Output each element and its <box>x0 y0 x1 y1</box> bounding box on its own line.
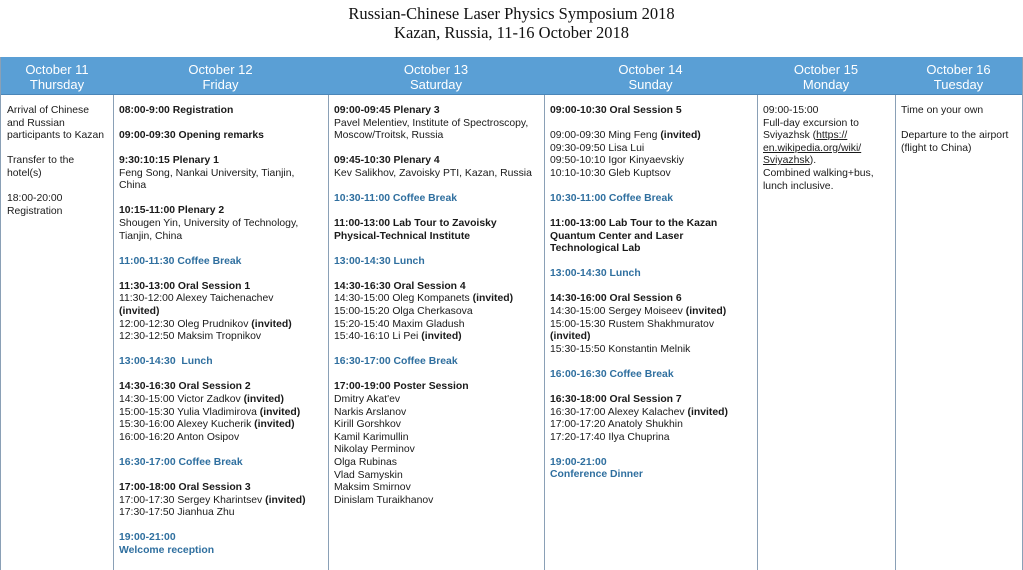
plenary-2-title: 10:15-11:00 Plenary 2 <box>119 205 225 217</box>
talk-item: 09:00-09:30 Ming Feng <box>550 130 658 142</box>
plenary-3-speaker: Pavel Melentiev, Institute of Spectroscopy, Moscow/Troitsk, Russia <box>334 117 529 142</box>
coffee-break: 10:30-11:00 Coffee Break <box>334 192 458 204</box>
coffee-break: 16:30-17:00 Coffee Break <box>119 456 243 468</box>
day-weekday: Monday <box>802 76 850 92</box>
title-line-2: Kazan, Russia, 11-16 October 2018 <box>394 23 629 42</box>
talk-item: 14:30-15:00 Victor Zadkov <box>119 394 241 405</box>
invited-badge: (invited) <box>421 331 462 343</box>
poster-presenter: Vlad Samyskin <box>334 469 403 481</box>
day-column-oct15: October 15 Monday 09:00-15:00 Full-day excursion to Sviyazhsk (https:// en.wikipedia.org/wiki/ Sviyazhsk). Combined walking+bus, lunch inclusive. <box>757 57 896 570</box>
invited-badge: (invited) <box>472 293 514 305</box>
day-weekday: Sunday <box>628 76 673 92</box>
talk-item: 12:30-12:50 Maksim Tropnikov <box>119 331 262 343</box>
plenary-2-speaker: Shougen Yin, University of Technology, Tianjin, China <box>119 218 299 242</box>
dinner-label: Conference Dinner <box>550 469 643 481</box>
day-weekday: Thursday <box>29 76 85 92</box>
invited-badge: (invited) <box>251 318 292 330</box>
oral-session-5-title: 09:00-10:30 Oral Session 5 <box>550 105 682 116</box>
plenary-4-speaker: Kev Salikhov, Zavoisky PTI, Kazan, Russia <box>334 167 532 179</box>
day-header <box>113 57 328 95</box>
talk-item: 16:30-17:00 Alexey Kalachev <box>550 406 685 418</box>
day-column-oct11 <box>0 57 114 570</box>
lab-tour: 11:00-13:00 Lab Tour to Zavoisky Physical-Technical Institute <box>334 218 497 242</box>
poster-presenter: Kirill Gorshkov <box>334 419 401 431</box>
day-weekday: Tuesday <box>933 76 984 92</box>
poster-presenter: Narkis Arslanov <box>334 406 407 418</box>
talk-item: 10:10-10:30 Gleb Kuptsov <box>550 167 671 179</box>
day-weekday: Saturday <box>409 76 463 92</box>
oral-session-6-title: 14:30-16:00 Oral Session 6 <box>550 293 682 305</box>
invited-badge: (invited) <box>550 331 591 343</box>
day-header <box>328 57 544 95</box>
title-line-1: Russian-Chinese Laser Physics Symposium 2018 <box>348 4 675 23</box>
talk-item: 15:40-16:10 Li Pei <box>334 331 419 343</box>
poster-presenter: Maksim Smirnov <box>334 482 411 494</box>
talk-item: 11:30-12:00 Alexey Taichenachev <box>119 293 274 305</box>
oral-session-7-title: 16:30-18:00 Oral Session 7 <box>550 394 682 405</box>
talk-item: 14:30-15:00 Sergey Moiseev <box>550 306 683 318</box>
coffee-break: 16:00-16:30 Coffee Break <box>550 368 674 380</box>
oral-session-4-title: 14:30-16:30 Oral Session 4 <box>334 280 466 292</box>
coffee-break: 11:00-11:30 Coffee Break <box>119 255 242 267</box>
day-date: October 13 <box>403 62 469 77</box>
talk-item: 09:50-10:10 Igor Kinyaevskiy <box>550 155 685 167</box>
talk-item: 17:00-17:20 Anatoly Shukhin <box>550 419 683 431</box>
day-header <box>544 57 757 95</box>
invited-badge: (invited) <box>265 494 306 506</box>
poster-presenter: Kamil Karimullin <box>334 431 409 443</box>
day-date: October 15 <box>793 62 859 77</box>
poster-session-title: 17:00-19:00 Poster Session <box>334 381 469 393</box>
talk-item: 15:00-15:30 Yulia Vladimirova <box>119 406 257 418</box>
schedule-table <box>0 57 1023 570</box>
talk-item: 16:00-16:20 Anton Osipov <box>119 431 240 443</box>
day-header <box>757 57 895 95</box>
oral-session-1-title: 11:30-13:00 Oral Session 1 <box>119 280 251 292</box>
coffee-break: 10:30-11:00 Coffee Break <box>550 192 674 204</box>
day-header <box>1 57 113 95</box>
reception-time: 19:00-21:00 <box>119 532 176 544</box>
talk-item: 15:30-15:50 Konstantin Melnik <box>550 343 691 355</box>
day-date: October 11 <box>25 62 89 77</box>
poster-presenter: Dinislam Turaikhanov <box>334 494 434 506</box>
oral-session-3-title: 17:00-18:00 Oral Session 3 <box>119 481 251 493</box>
talk-item: 17:30-17:50 Jianhua Zhu <box>119 507 235 519</box>
oral-session-2-title: 14:30-16:30 Oral Session 2 <box>119 381 251 393</box>
dinner-time: 19:00-21:00 <box>550 456 607 468</box>
day-column-oct13 <box>328 57 545 570</box>
arrival-text: Arrival of Chinese and Russian participants to Kazan <box>7 105 105 142</box>
day-date: October 16 <box>926 62 991 77</box>
excursion-text: Full-day excursion to Sviyazhsk ( <box>763 117 859 142</box>
invited-badge: (invited) <box>685 306 727 318</box>
plenary-4-title: 09:45-10:30 Plenary 4 <box>334 155 440 167</box>
day-header <box>895 57 1022 95</box>
invited-badge: (invited) <box>660 130 701 142</box>
talk-item: 15:20-15:40 Maxim Gladush <box>334 318 465 330</box>
poster-presenter: Nikolay Perminov <box>334 444 415 456</box>
lab-tour: 11:00-13:00 Lab Tour to the Kazan Quantum Center and Laser Technological Lab <box>550 218 718 255</box>
departure-text: Departure to the airport <box>901 130 1009 142</box>
invited-badge: (invited) <box>243 394 284 405</box>
talk-item: 09:30-09:50 Lisa Lui <box>550 142 645 154</box>
day-weekday: Friday <box>202 76 239 92</box>
lunch-break: 13:00-14:30 Lunch <box>119 356 213 368</box>
registration-time: 18:00-20:00 <box>7 192 63 204</box>
talk-item: 14:30-15:00 Oleg Kompanets <box>334 293 470 305</box>
talk-item: 17:20-17:40 Ilya Chuprina <box>550 431 670 443</box>
day-column-oct16 <box>895 57 1023 570</box>
flight-note: (flight to China) <box>901 142 972 154</box>
invited-badge: (invited) <box>119 306 160 318</box>
talk-item: 17:00-17:30 Sergey Kharintsev <box>119 494 263 506</box>
excursion-details: Combined walking+bus, lunch inclusive. <box>763 167 874 192</box>
reception-label: Welcome reception <box>119 544 215 556</box>
sviyazhsk-link[interactable]: https:// en.wikipedia.org/wiki/ Sviyazhsk <box>763 130 862 167</box>
lunch-break: 13:00-14:30 Lunch <box>550 268 641 280</box>
invited-badge: (invited) <box>254 419 295 431</box>
lunch-break: 13:00-14:30 Lunch <box>334 255 425 267</box>
free-time: Time on your own <box>901 105 984 116</box>
talk-item: 12:00-12:30 Oleg Prudnikov <box>119 318 249 330</box>
day-column-oct12 <box>113 57 329 570</box>
invited-badge: (invited) <box>687 406 728 418</box>
day-date: October 12 <box>188 62 253 77</box>
day-column-oct14 <box>544 57 758 570</box>
registration-label: Registration <box>7 205 63 217</box>
talk-item: 15:00-15:30 Rustem Shakhmuratov <box>550 318 715 330</box>
plenary-3-title: 09:00-09:45 Plenary 3 <box>334 105 440 116</box>
registration-item: 08:00-9:00 Registration <box>119 105 234 116</box>
day-date: October 14 <box>618 62 683 77</box>
opening-item: 09:00-09:30 Opening remarks <box>119 130 264 142</box>
plenary-1-title: 9:30:10:15 Plenary 1 <box>119 155 219 167</box>
transfer-text: Transfer to the hotel(s) <box>7 155 75 179</box>
document-title <box>0 4 1023 42</box>
talk-item: 15:00-15:20 Olga Cherkasova <box>334 306 473 318</box>
plenary-1-speaker: Feng Song, Nankai University, Tianjin, China <box>119 167 295 192</box>
invited-badge: (invited) <box>259 406 301 418</box>
excursion-time: 09:00-15:00 <box>763 105 819 116</box>
poster-presenter: Olga Rubinas <box>334 456 397 468</box>
poster-presenter: Dmitry Akat'ev <box>334 394 401 405</box>
talk-item: 15:30-16:00 Alexey Kucherik <box>119 419 252 431</box>
coffee-break: 16:30-17:00 Coffee Break <box>334 356 458 368</box>
